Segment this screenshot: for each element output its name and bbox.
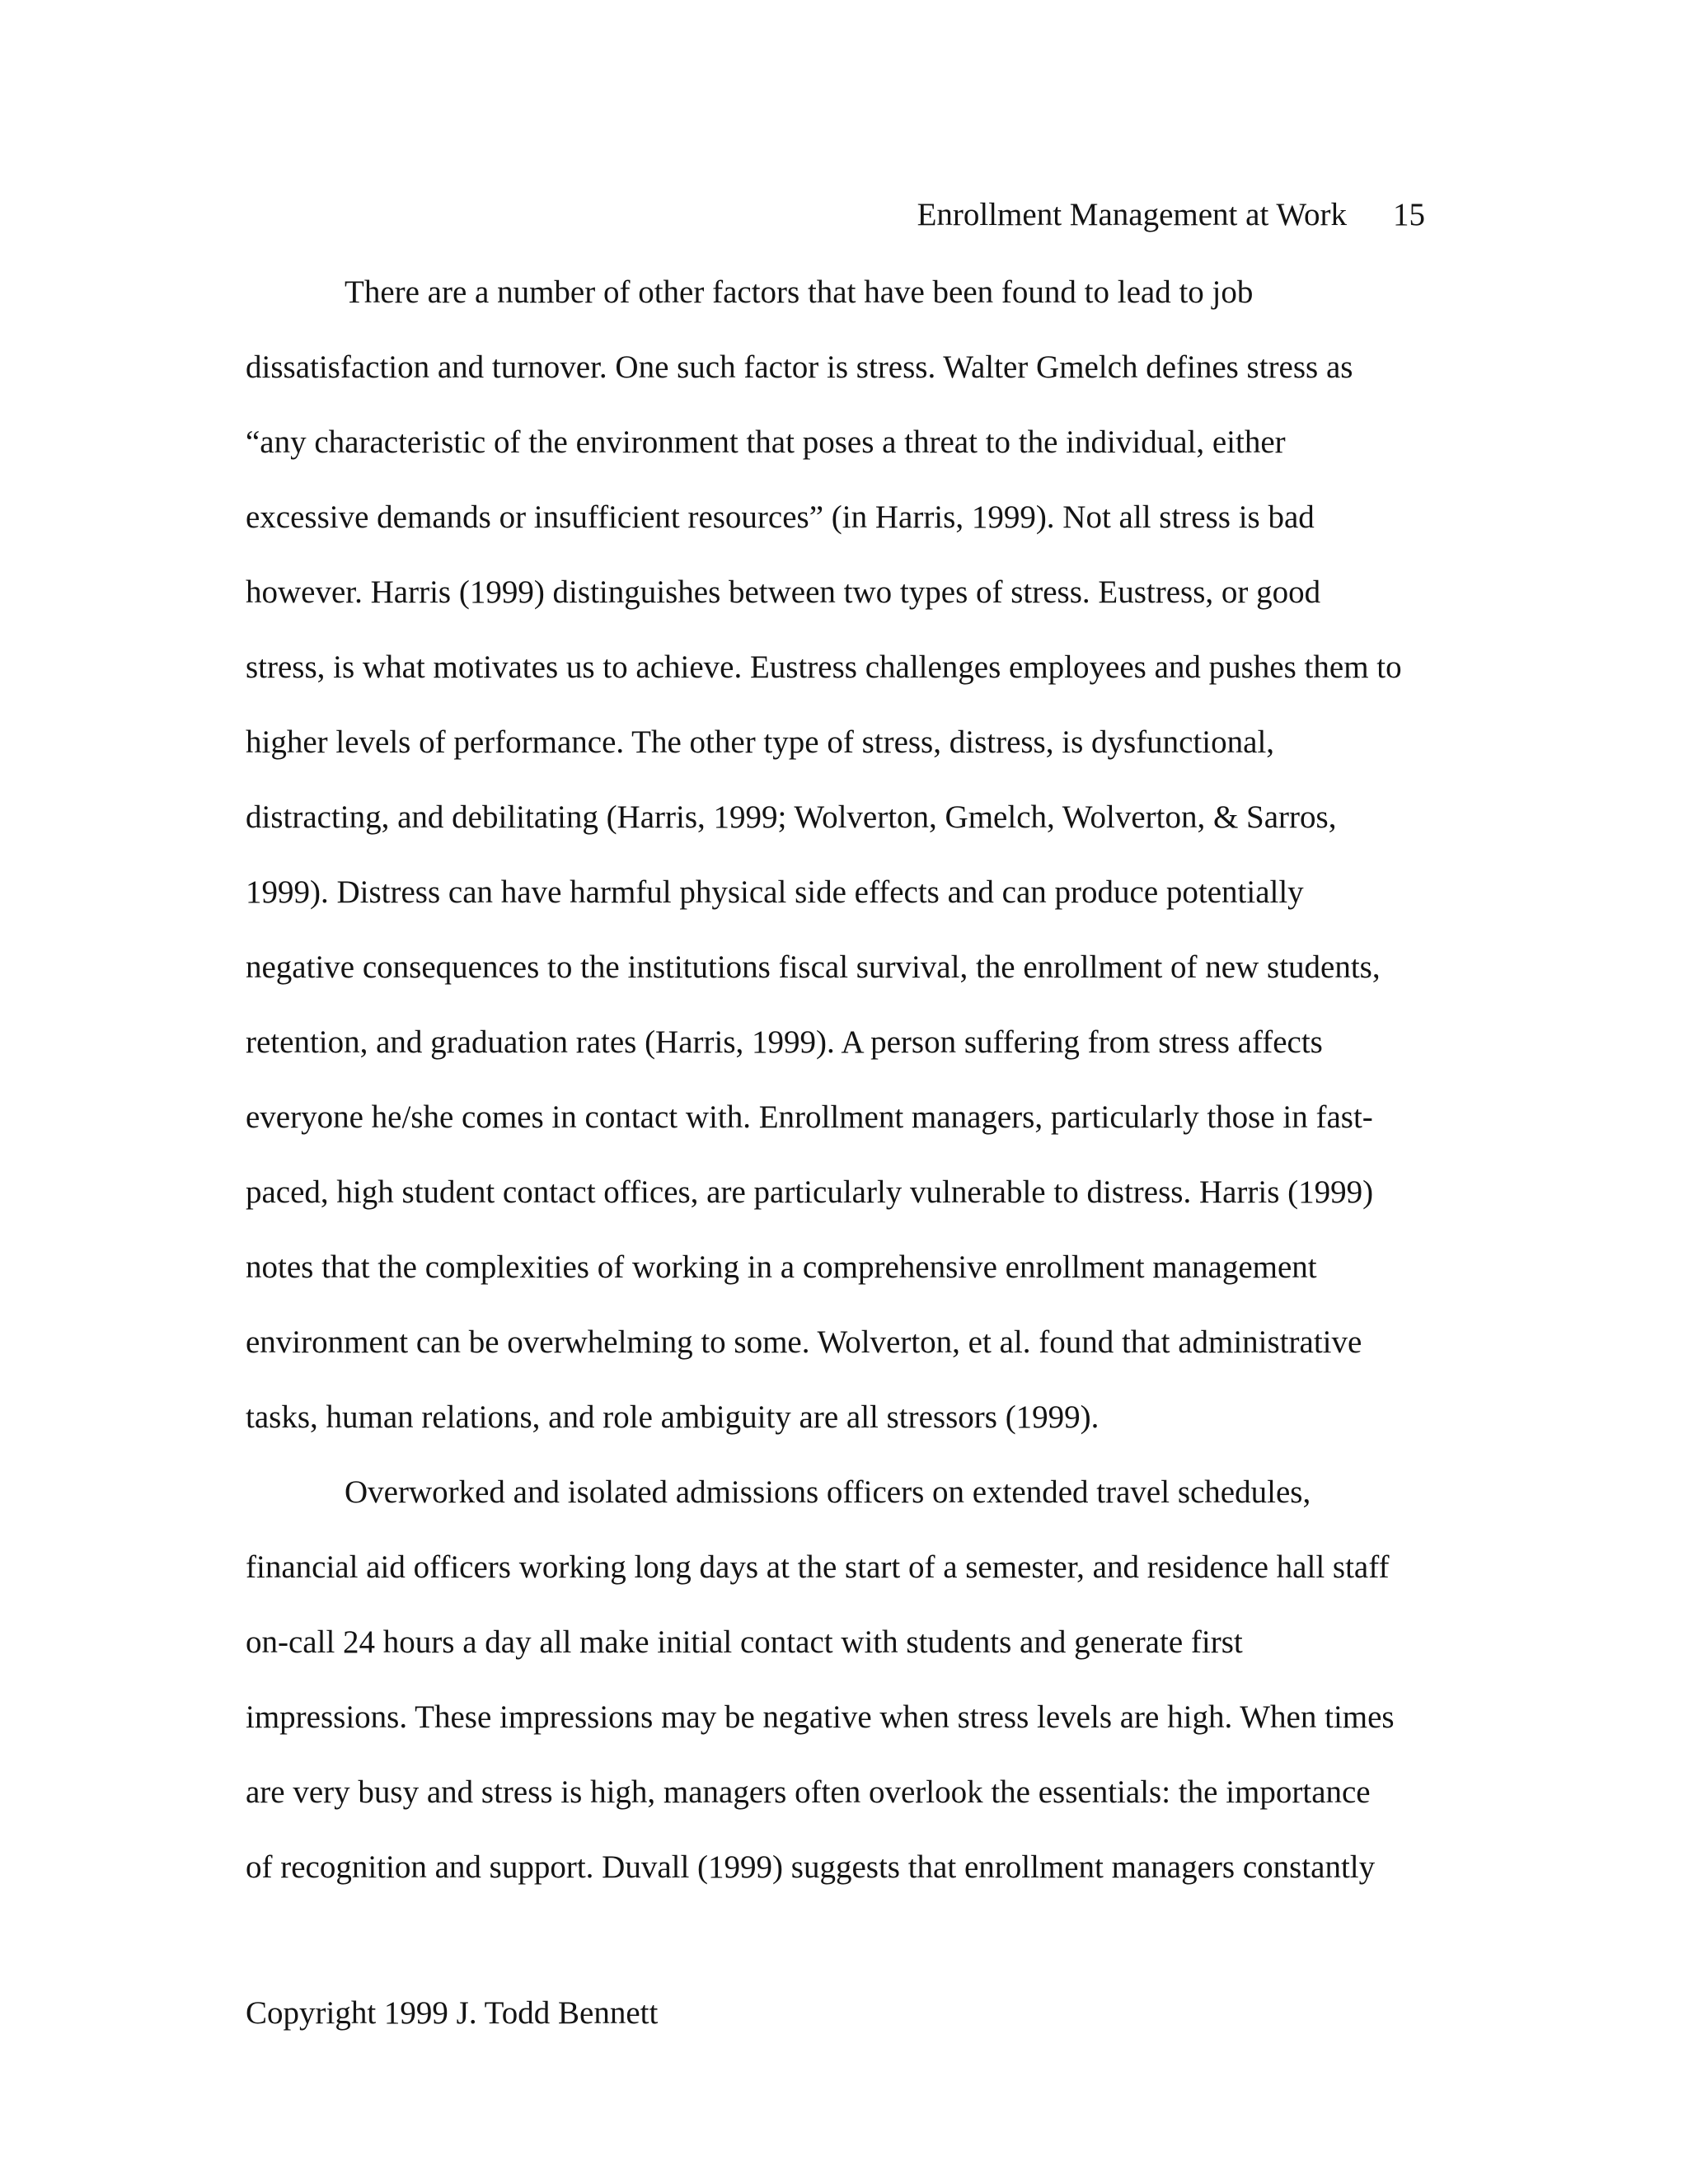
paragraph-1-line: however. Harris (1999) distinguishes between two types of stress. Eustress, or good — [246, 574, 1321, 610]
paragraph-1-line: paced, high student contact offices, are particularly vulnerable to distress. Harris (1999) — [246, 1174, 1374, 1210]
running-title: Enrollment Management at Work — [917, 197, 1347, 232]
paragraph-1-line: negative consequences to the institutions fiscal survival, the enrollment of new students, — [246, 949, 1381, 985]
page-number: 15 — [1393, 197, 1425, 232]
paragraph-2-line: Overworked and isolated admissions officers on extended travel schedules, — [345, 1474, 1311, 1510]
paragraph-1-line: higher levels of performance. The other type of stress, distress, is dysfunctional, — [246, 724, 1275, 760]
paragraph-1-line: There are a number of other factors that have been found to lead to job — [345, 274, 1254, 310]
copyright-footer: Copyright 1999 J. Todd Bennett — [246, 1995, 659, 2031]
paragraph-1-line: tasks, human relations, and role ambiguity are all stressors (1999). — [246, 1399, 1100, 1435]
paragraph-1-line: everyone he/she comes in contact with. Enrollment managers, particularly those in fast- — [246, 1099, 1373, 1135]
paragraph-1-line: excessive demands or insufficient resources” (in Harris, 1999). Not all stress is bad — [246, 499, 1315, 535]
paragraph-1-line: stress, is what motivates us to achieve. Eustress challenges employees and pushes them to — [246, 649, 1402, 685]
paragraph-2-line: impressions. These impressions may be negative when stress levels are high. When times — [246, 1699, 1395, 1735]
paragraph-1-line: distracting, and debilitating (Harris, 1999; Wolverton, Gmelch, Wolverton, & Sarros, — [246, 799, 1337, 835]
paragraph-2-line: of recognition and support. Duvall (1999) suggests that enrollment managers constantly — [246, 1849, 1376, 1885]
paragraph-1-line: 1999). Distress can have harmful physical side effects and can produce potentially — [246, 874, 1304, 910]
paragraph-1-line: notes that the complexities of working in a comprehensive enrollment management — [246, 1249, 1317, 1285]
paragraph-1-line: dissatisfaction and turnover. One such factor is stress. Walter Gmelch defines stress as — [246, 349, 1353, 385]
paragraph-2-line: on-call 24 hours a day all make initial contact with students and generate first — [246, 1624, 1243, 1660]
paragraph-1-line: environment can be overwhelming to some. Wolverton, et al. found that administrative — [246, 1324, 1362, 1360]
paragraph-1-line: “any characteristic of the environment that poses a threat to the individual, either — [246, 424, 1286, 460]
paragraph-2-line: are very busy and stress is high, managers often overlook the essentials: the importance — [246, 1774, 1371, 1810]
paragraph-2-line: financial aid officers working long days at the start of a semester, and residence hall staff — [246, 1549, 1390, 1585]
paragraph-1-line: retention, and graduation rates (Harris, 1999). A person suffering from stress affects — [246, 1024, 1323, 1060]
running-head — [246, 194, 1425, 236]
